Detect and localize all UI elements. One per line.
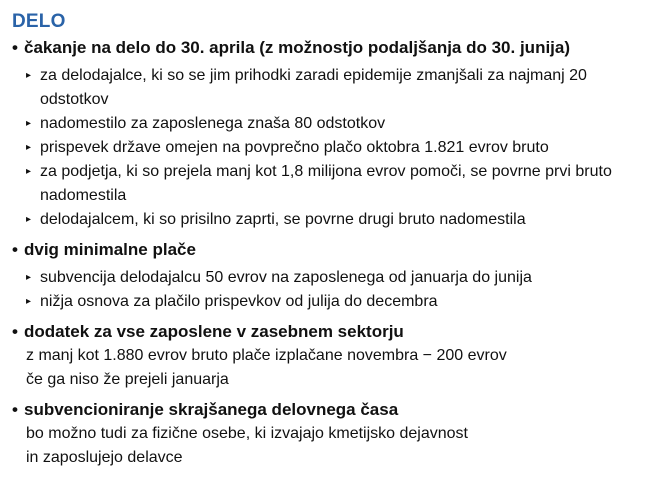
list-item	[26, 266, 652, 290]
bullet-icon: •	[12, 240, 18, 259]
section-heading	[12, 36, 652, 60]
section-heading-text: dodatek za vse zaposlene v zasebnem sektorju	[24, 322, 404, 341]
triangle-bullet-icon: ▸	[26, 118, 32, 129]
list-item-text: za podjetja, ki so prejela manj kot 1,8 milijona evrov pomoči, se povrne prvi bruto nadomestila	[40, 163, 612, 204]
section-description-line: in zaposlujejo delavce	[26, 449, 183, 466]
bullet-icon: •	[12, 400, 18, 419]
section-skrajsan-delovni-cas	[12, 398, 652, 470]
list-item	[26, 208, 652, 232]
section-heading	[12, 398, 652, 422]
triangle-bullet-icon: ▸	[26, 272, 32, 283]
section-heading-text: subvencioniranje skrajšanega delovnega časa	[24, 400, 399, 419]
section-cakanje-na-delo	[12, 36, 652, 232]
bullet-icon: •	[12, 38, 18, 57]
section-dvig-minimalne-place	[12, 238, 652, 314]
list-item-text: za delodajalce, ki so se jim prihodki zaradi epidemije zmanjšali za najmanj 20 odstotkov	[40, 67, 587, 108]
section-description-line: če ga niso že prejeli januarja	[26, 371, 229, 388]
section-description-line: z manj kot 1.880 evrov bruto plače izplačane novembra − 200 evrov	[26, 347, 507, 364]
triangle-bullet-icon: ▸	[26, 70, 32, 81]
bullet-icon: •	[12, 322, 18, 341]
triangle-bullet-icon: ▸	[26, 142, 32, 153]
sub-list	[12, 266, 652, 314]
list-item	[26, 160, 652, 208]
list-item-text: prispevek države omejen na povprečno plačo oktobra 1.821 evrov bruto	[40, 139, 549, 156]
section-heading	[12, 320, 652, 344]
triangle-bullet-icon: ▸	[26, 214, 32, 225]
list-item-text: nadomestilo za zaposlenega znaša 80 odstotkov	[40, 115, 386, 132]
sub-list	[12, 64, 652, 232]
list-item	[26, 290, 652, 314]
section-heading	[12, 238, 652, 262]
list-item	[26, 112, 652, 136]
triangle-bullet-icon: ▸	[26, 166, 32, 177]
section-dodatek-za-zaposlene	[12, 320, 652, 392]
list-item-text: delodajalcem, ki so prisilno zaprti, se povrne drugi bruto nadomestila	[40, 211, 526, 228]
section-heading-text: čakanje na delo do 30. aprila (z možnostjo podaljšanja do 30. junija)	[24, 38, 571, 57]
section-heading-text: dvig minimalne plače	[24, 240, 196, 259]
list-item-text: nižja osnova za plačilo prispevkov od julija do decembra	[40, 293, 438, 310]
triangle-bullet-icon: ▸	[26, 296, 32, 307]
list-item	[26, 136, 652, 160]
page-title: DELO	[12, 11, 66, 32]
list-item	[26, 64, 652, 112]
document-page	[12, 10, 652, 470]
section-description-line: bo možno tudi za fizične osebe, ki izvajajo kmetijsko dejavnost	[26, 425, 468, 442]
list-item-text: subvencija delodajalcu 50 evrov na zaposlenega od januarja do junija	[40, 269, 532, 286]
